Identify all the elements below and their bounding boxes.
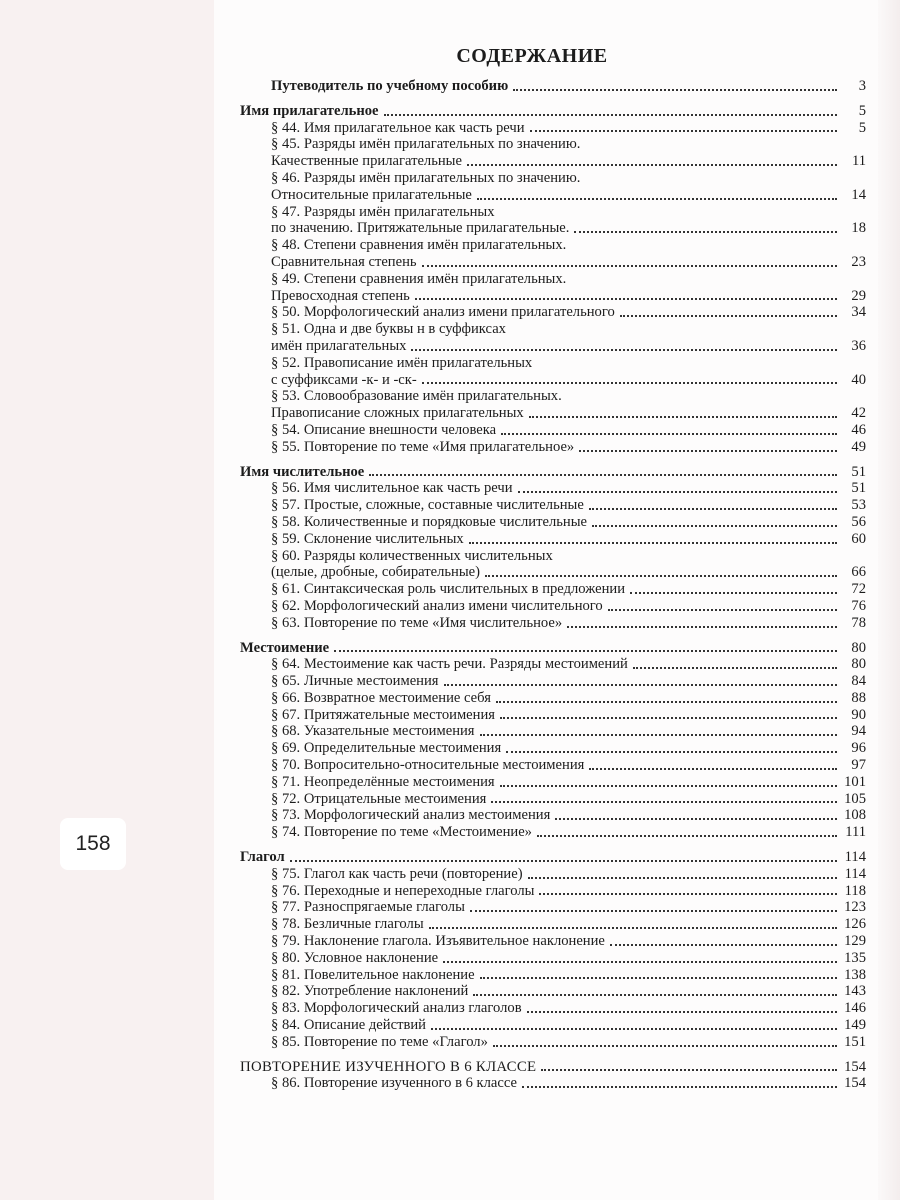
toc-entry-text: § 72. Отрицательные местоимения bbox=[271, 790, 487, 807]
toc-entry-text: § 73. Морфологический анализ местоимения bbox=[271, 807, 551, 824]
dot-leader bbox=[415, 298, 837, 300]
dot-leader bbox=[480, 977, 837, 979]
dot-leader bbox=[633, 667, 837, 669]
toc-top-entry bbox=[240, 78, 866, 95]
toc-entry bbox=[240, 598, 866, 615]
page-number: 158 bbox=[60, 818, 126, 870]
toc-page-number: 101 bbox=[844, 773, 866, 790]
toc-entry-text: § 51. Одна и две буквы н в суффиксах bbox=[271, 321, 506, 338]
toc-entry bbox=[240, 1075, 866, 1092]
toc-page-number: 29 bbox=[851, 287, 866, 304]
toc-entry-text: § 84. Описание действий bbox=[271, 1017, 426, 1034]
toc-page-number: 90 bbox=[851, 706, 866, 723]
dot-leader bbox=[539, 893, 837, 895]
dot-leader bbox=[610, 944, 837, 946]
toc-page-number: 96 bbox=[851, 740, 866, 757]
left-margin bbox=[0, 0, 214, 1200]
toc-entry bbox=[240, 1017, 866, 1034]
dot-leader bbox=[589, 508, 837, 510]
toc-entry-text: § 45. Разряды имён прилагательных по значению. bbox=[271, 136, 581, 153]
toc-entry-text: Глагол bbox=[240, 849, 285, 866]
toc-entry-text: § 86. Повторение изученного в 6 классе bbox=[271, 1075, 518, 1092]
toc-page-number: 135 bbox=[844, 949, 866, 966]
dot-leader bbox=[480, 734, 837, 736]
toc-page-number: 154 bbox=[844, 1075, 866, 1092]
toc-entry bbox=[240, 422, 866, 439]
dot-leader bbox=[467, 164, 837, 166]
dot-leader bbox=[496, 701, 837, 703]
dot-leader bbox=[506, 751, 837, 753]
toc-entry bbox=[240, 288, 866, 305]
toc-page-number: 105 bbox=[844, 790, 866, 807]
toc-entry bbox=[240, 740, 866, 757]
toc-entry-line bbox=[240, 271, 866, 288]
toc-entry-text: § 59. Склонение числительных bbox=[271, 530, 464, 547]
toc-entry-text: Качественные прилагательные bbox=[271, 153, 462, 170]
toc-entry bbox=[240, 480, 866, 497]
toc-entry bbox=[240, 439, 866, 456]
dot-leader bbox=[567, 626, 837, 628]
toc-entry bbox=[240, 405, 866, 422]
toc-page-number: 126 bbox=[844, 916, 866, 933]
toc-page-number: 18 bbox=[851, 220, 866, 237]
dot-leader bbox=[422, 382, 837, 384]
toc-entry bbox=[240, 673, 866, 690]
toc-entry-text: § 75. Глагол как часть речи (повторение) bbox=[271, 865, 523, 882]
dot-leader bbox=[443, 961, 837, 963]
toc-entry bbox=[240, 824, 866, 841]
toc-entry-text: § 85. Повторение по теме «Глагол» bbox=[271, 1033, 488, 1050]
toc-entry-text: § 52. Правописание имён прилагательных bbox=[271, 354, 533, 371]
dot-leader bbox=[431, 1028, 837, 1030]
toc-entry bbox=[240, 1000, 866, 1017]
dot-leader bbox=[630, 592, 837, 594]
toc-entry bbox=[240, 254, 866, 271]
toc-page-number: 76 bbox=[851, 597, 866, 614]
dot-leader bbox=[592, 525, 837, 527]
section-divider bbox=[240, 841, 866, 849]
toc-page-number: 5 bbox=[858, 102, 866, 119]
toc-entry-text: § 53. Словообразование имён прилагательных. bbox=[271, 388, 562, 405]
toc-entry bbox=[240, 899, 866, 916]
dot-leader bbox=[411, 349, 837, 351]
toc-entry-line bbox=[240, 170, 866, 187]
toc-entry-text: § 44. Имя прилагательное как часть речи bbox=[271, 119, 525, 136]
toc-entry bbox=[240, 531, 866, 548]
dot-leader bbox=[469, 542, 837, 544]
dot-leader bbox=[528, 877, 837, 879]
toc-entry bbox=[240, 916, 866, 933]
table-of-contents bbox=[240, 78, 866, 1092]
toc-page-number: 42 bbox=[851, 405, 866, 422]
page-edge-shadow bbox=[878, 0, 900, 1200]
toc-page-number: 108 bbox=[844, 807, 866, 824]
toc-page-number: 84 bbox=[851, 673, 866, 690]
toc-entry-text: § 49. Степени сравнения имён прилагательных. bbox=[271, 270, 567, 287]
toc-page-number: 23 bbox=[851, 253, 866, 270]
toc-entry bbox=[240, 933, 866, 950]
dot-leader bbox=[493, 1045, 837, 1047]
toc-entry-text: § 74. Повторение по теме «Местоимение» bbox=[271, 824, 532, 841]
toc-entry-text: § 77. Разноспрягаемые глаголы bbox=[271, 899, 465, 916]
toc-entry-text: § 66. Возвратное местоимение себя bbox=[271, 689, 491, 706]
toc-page-number: 60 bbox=[851, 530, 866, 547]
toc-entry bbox=[240, 304, 866, 321]
toc-entry-text: § 82. Употребление наклонений bbox=[271, 983, 469, 1000]
toc-entry-text: § 65. Личные местоимения bbox=[271, 673, 439, 690]
dot-leader bbox=[518, 491, 837, 493]
toc-entry-line bbox=[240, 355, 866, 372]
toc-page-number: 80 bbox=[851, 656, 866, 673]
toc-entry-text: § 83. Морфологический анализ глаголов bbox=[271, 1000, 522, 1017]
toc-page-number: 36 bbox=[851, 337, 866, 354]
toc-entry-text: ПОВТОРЕНИЕ ИЗУЧЕННОГО В 6 КЛАССЕ bbox=[240, 1058, 537, 1075]
dot-leader bbox=[620, 315, 837, 317]
toc-entry-text: § 54. Описание внешности человека bbox=[271, 421, 497, 438]
section-divider bbox=[240, 1051, 866, 1059]
toc-entry-text: § 55. Повторение по теме «Имя прилагательное» bbox=[271, 438, 575, 455]
dot-leader bbox=[491, 801, 837, 803]
toc-entry-text: § 50. Морфологический анализ имени прилагательного bbox=[271, 304, 615, 321]
dot-leader bbox=[541, 1069, 837, 1071]
toc-entry-text: § 63. Повторение по теме «Имя числительное» bbox=[271, 614, 563, 631]
toc-entry-text: § 61. Синтаксическая роль числительных в предложении bbox=[271, 581, 626, 598]
dot-leader bbox=[384, 114, 837, 116]
toc-page-number: 53 bbox=[851, 497, 866, 514]
toc-entry-text: Путеводитель по учебному пособию bbox=[271, 78, 509, 94]
toc-entry-text: § 81. Повелительное наклонение bbox=[271, 966, 475, 983]
toc-page-number: 114 bbox=[844, 865, 866, 882]
dot-leader bbox=[513, 89, 837, 91]
toc-entry-text: § 76. Переходные и непереходные глаголы bbox=[271, 882, 535, 899]
toc-page-number: 123 bbox=[844, 899, 866, 916]
toc-page-number: 80 bbox=[851, 639, 866, 656]
dot-leader bbox=[555, 818, 837, 820]
toc-entry bbox=[240, 807, 866, 824]
toc-entry-text: имён прилагательных bbox=[271, 337, 407, 354]
toc-entry bbox=[240, 220, 866, 237]
toc-entry bbox=[240, 120, 866, 137]
toc-entry-text: § 71. Неопределённые местоимения bbox=[271, 773, 495, 790]
dot-leader bbox=[527, 1011, 837, 1013]
toc-page-number: 138 bbox=[844, 966, 866, 983]
toc-entry bbox=[240, 983, 866, 1000]
toc-page-number: 97 bbox=[851, 757, 866, 774]
toc-entry bbox=[240, 757, 866, 774]
toc-entry bbox=[240, 338, 866, 355]
toc-page-number: 14 bbox=[851, 186, 866, 203]
toc-entry-text: § 79. Наклонение глагола. Изъявительное наклонение bbox=[271, 933, 605, 950]
toc-entry-text: § 64. Местоимение как часть речи. Разряды местоимений bbox=[271, 656, 628, 673]
dot-leader bbox=[608, 609, 837, 611]
toc-entry-text: Правописание сложных прилагательных bbox=[271, 405, 524, 422]
toc-section-heading bbox=[240, 464, 866, 481]
dot-leader bbox=[500, 717, 837, 719]
toc-page-number: 111 bbox=[845, 824, 866, 841]
toc-page-number: 118 bbox=[844, 882, 866, 899]
toc-entry-line bbox=[240, 237, 866, 254]
dot-leader bbox=[369, 474, 837, 476]
toc-entry-text: § 67. Притяжательные местоимения bbox=[271, 706, 495, 723]
toc-page-number: 88 bbox=[851, 689, 866, 706]
dot-leader bbox=[589, 768, 837, 770]
dot-leader bbox=[290, 860, 837, 862]
toc-page-number: 146 bbox=[844, 1000, 866, 1017]
toc-entry-text: § 60. Разряды количественных числительных bbox=[271, 547, 553, 564]
section-divider bbox=[240, 632, 866, 640]
section-divider bbox=[240, 456, 866, 464]
toc-entry-text: Превосходная степень bbox=[271, 287, 410, 304]
toc-page-number: 51 bbox=[851, 463, 866, 480]
toc-entry-text: § 70. Вопросительно-относительные местоимения bbox=[271, 757, 585, 774]
toc-page-number: 46 bbox=[851, 421, 866, 438]
toc-title: СОДЕРЖАНИЕ bbox=[456, 45, 608, 67]
dot-leader bbox=[522, 1086, 837, 1088]
toc-page-number: 56 bbox=[851, 513, 866, 530]
dot-leader bbox=[429, 927, 837, 929]
toc-entry-text: § 78. Безличные глаголы bbox=[271, 916, 424, 933]
dot-leader bbox=[422, 265, 837, 267]
toc-section-heading bbox=[240, 640, 866, 657]
toc-entry-text: с суффиксами -к- и -ск- bbox=[271, 371, 417, 388]
toc-entry-text: § 69. Определительные местоимения bbox=[271, 740, 502, 757]
toc-entry-text: по значению. Притяжательные прилагательные. bbox=[271, 220, 570, 237]
section-divider bbox=[240, 95, 866, 103]
toc-entry-text: Сравнительная степень bbox=[271, 253, 417, 270]
dot-leader bbox=[574, 231, 837, 233]
toc-entry bbox=[240, 883, 866, 900]
toc-entry-text: Местоимение bbox=[240, 639, 330, 656]
toc-entry bbox=[240, 1034, 866, 1051]
toc-entry bbox=[240, 372, 866, 389]
toc-entry bbox=[240, 950, 866, 967]
toc-page-number: 34 bbox=[851, 304, 866, 321]
toc-entry-text: § 58. Количественные и порядковые числительные bbox=[271, 513, 587, 530]
toc-section-heading bbox=[240, 849, 866, 866]
toc-entry-line bbox=[240, 388, 866, 405]
toc-entry-text: § 68. Указательные местоимения bbox=[271, 723, 475, 740]
dot-leader bbox=[444, 684, 837, 686]
toc-entry-text: § 57. Простые, сложные, составные числительные bbox=[271, 497, 584, 514]
toc-entry bbox=[240, 514, 866, 531]
toc-page-number: 40 bbox=[851, 371, 866, 388]
toc-entry-text: Относительные прилагательные bbox=[271, 186, 472, 203]
toc-page-number: 94 bbox=[851, 723, 866, 740]
toc-page-number: 66 bbox=[851, 564, 866, 581]
dot-leader bbox=[485, 575, 837, 577]
toc-entry-line bbox=[240, 204, 866, 221]
toc-entry-text: Имя прилагательное bbox=[240, 102, 379, 119]
toc-page-number: 154 bbox=[844, 1058, 866, 1075]
toc-page-number: 11 bbox=[851, 153, 866, 170]
toc-page-number: 5 bbox=[858, 119, 866, 136]
toc-entry bbox=[240, 187, 866, 204]
toc-page-number: 129 bbox=[844, 933, 866, 950]
toc-entry-line bbox=[240, 548, 866, 565]
toc-section-heading bbox=[240, 103, 866, 120]
toc-entry-text: § 48. Степени сравнения имён прилагательных. bbox=[271, 237, 567, 254]
dot-leader bbox=[501, 433, 837, 435]
dot-leader bbox=[529, 416, 837, 418]
toc-entry-text: § 80. Условное наклонение bbox=[271, 949, 439, 966]
toc-entry-text: Имя числительное bbox=[240, 463, 365, 480]
toc-entry-text: § 47. Разряды имён прилагательных bbox=[271, 203, 495, 220]
toc-entry bbox=[240, 967, 866, 984]
toc-entry bbox=[240, 690, 866, 707]
toc-page-number: 149 bbox=[844, 1017, 866, 1034]
toc-entry bbox=[240, 615, 866, 632]
toc-page-number: 72 bbox=[851, 581, 866, 598]
toc-entry-line bbox=[240, 136, 866, 153]
toc-entry bbox=[240, 866, 866, 883]
toc-entry bbox=[240, 791, 866, 808]
dot-leader bbox=[470, 910, 837, 912]
toc-page-number: 151 bbox=[844, 1033, 866, 1050]
toc-entry bbox=[240, 723, 866, 740]
toc-entry bbox=[240, 774, 866, 791]
toc-review-heading bbox=[240, 1059, 866, 1076]
toc-entry-text: § 46. Разряды имён прилагательных по значению. bbox=[271, 169, 581, 186]
toc-entry-text: § 62. Морфологический анализ имени числительного bbox=[271, 597, 603, 614]
dot-leader bbox=[500, 785, 837, 787]
dot-leader bbox=[530, 130, 837, 132]
toc-entry bbox=[240, 707, 866, 724]
toc-page-number: 143 bbox=[844, 983, 866, 1000]
toc-entry bbox=[240, 564, 866, 581]
toc-page-number: 114 bbox=[844, 849, 866, 866]
toc-entry bbox=[240, 497, 866, 514]
toc-entry-text: § 56. Имя числительное как часть речи bbox=[271, 480, 513, 497]
dot-leader bbox=[473, 994, 837, 996]
toc-page-number: 49 bbox=[851, 438, 866, 455]
toc-page-number: 51 bbox=[851, 480, 866, 497]
dot-leader bbox=[477, 198, 837, 200]
toc-entry-text: (целые, дробные, собирательные) bbox=[271, 564, 480, 581]
dot-leader bbox=[334, 650, 837, 652]
toc-entry bbox=[240, 656, 866, 673]
toc-entry bbox=[240, 581, 866, 598]
dot-leader bbox=[579, 450, 837, 452]
toc-page-number: 78 bbox=[851, 614, 866, 631]
dot-leader bbox=[537, 835, 837, 837]
toc-page-number: 3 bbox=[858, 78, 866, 94]
toc-entry-line bbox=[240, 321, 866, 338]
toc-entry bbox=[240, 153, 866, 170]
